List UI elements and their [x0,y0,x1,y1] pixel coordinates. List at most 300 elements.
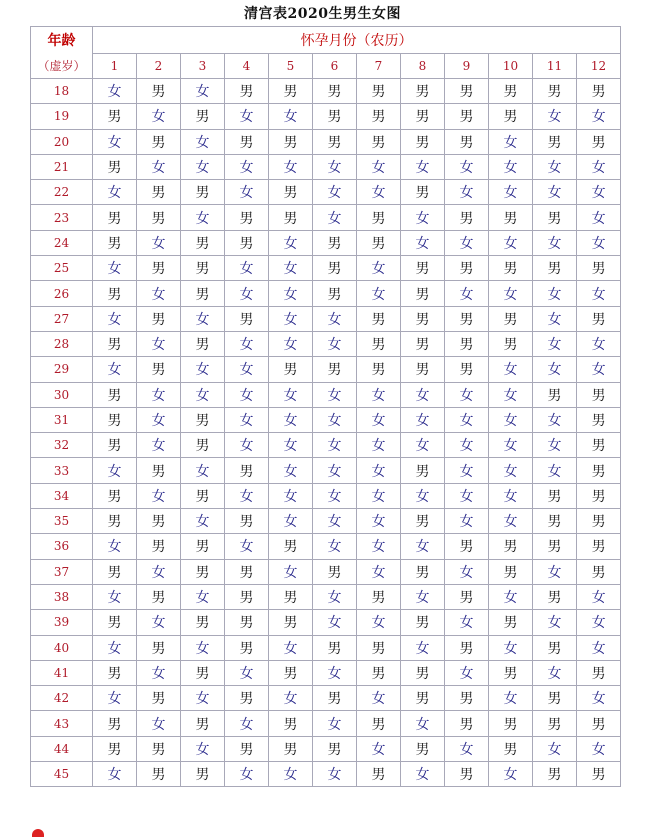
gender-cell: 男 [181,534,225,559]
gender-cell: 男 [577,407,621,432]
table-row [31,154,621,179]
gender-cell: 女 [401,711,445,736]
header-row-top [31,27,621,54]
month-header-12: 12 [577,54,621,79]
gender-cell: 女 [313,660,357,685]
gender-cell: 女 [313,458,357,483]
gender-cell: 女 [401,635,445,660]
gender-cell: 女 [269,230,313,255]
gender-cell: 男 [533,711,577,736]
gender-cell: 女 [313,154,357,179]
gender-cell: 男 [401,79,445,104]
gender-cell: 男 [533,509,577,534]
gender-cell: 女 [313,762,357,787]
gender-cell: 女 [93,635,137,660]
gender-cell: 男 [489,306,533,331]
gender-cell: 女 [489,281,533,306]
month-header-5: 5 [269,54,313,79]
gender-cell: 男 [181,762,225,787]
table-row [31,736,621,761]
gender-cell: 女 [269,306,313,331]
gender-cell: 男 [401,559,445,584]
gender-cell: 女 [489,382,533,407]
gender-cell: 女 [489,433,533,458]
gender-cell: 女 [489,407,533,432]
gender-cell: 男 [577,711,621,736]
gender-cell: 女 [181,635,225,660]
gender-cell: 女 [93,357,137,382]
table-row [31,458,621,483]
gender-cell: 女 [577,635,621,660]
gender-cell: 男 [489,610,533,635]
age-header-sublabel: （虚岁） [31,54,93,79]
gender-cell: 男 [313,686,357,711]
month-span-header: 怀孕月份（农历） [93,27,621,54]
gender-cell: 男 [269,584,313,609]
gender-cell: 男 [225,584,269,609]
gender-cell: 女 [269,483,313,508]
gender-cell: 男 [489,79,533,104]
table-row [31,382,621,407]
table-row [31,610,621,635]
gender-cell: 男 [93,104,137,129]
gender-cell: 男 [225,205,269,230]
gender-cell: 男 [577,382,621,407]
gender-cell: 男 [313,230,357,255]
table-row [31,483,621,508]
gender-cell: 女 [533,180,577,205]
table-row [31,660,621,685]
gender-cell: 女 [401,230,445,255]
gender-cell: 男 [225,79,269,104]
gender-cell: 女 [313,407,357,432]
gender-cell: 女 [401,762,445,787]
gender-cell: 男 [137,79,181,104]
gender-cell: 女 [533,559,577,584]
gender-cell: 女 [533,154,577,179]
gender-cell: 女 [181,357,225,382]
gender-cell: 女 [93,306,137,331]
gender-cell: 女 [181,686,225,711]
gender-cell: 女 [533,281,577,306]
gender-cell: 男 [269,357,313,382]
gender-cell: 男 [137,534,181,559]
gender-cell: 女 [269,559,313,584]
gender-cell: 男 [489,736,533,761]
gender-cell: 男 [357,584,401,609]
gender-cell: 女 [137,660,181,685]
gender-cell: 女 [137,382,181,407]
gender-cell: 男 [225,635,269,660]
gender-cell: 女 [357,180,401,205]
gender-cell: 男 [401,357,445,382]
gender-cell: 男 [489,660,533,685]
gender-cell: 女 [357,534,401,559]
gender-cell: 男 [401,736,445,761]
age-cell: 28 [31,331,93,356]
gender-cell: 男 [445,357,489,382]
gender-cell: 男 [181,331,225,356]
gender-cell: 女 [181,509,225,534]
gender-cell: 女 [357,736,401,761]
gender-cell: 男 [445,686,489,711]
gender-cell: 男 [445,79,489,104]
gender-cell: 女 [137,230,181,255]
gender-cell: 男 [489,711,533,736]
gender-cell: 男 [401,104,445,129]
gender-cell: 男 [401,281,445,306]
gender-cell: 男 [533,534,577,559]
gender-cell: 男 [357,357,401,382]
gender-cell: 男 [225,306,269,331]
gender-cell: 女 [313,584,357,609]
gender-cell: 女 [489,635,533,660]
gender-cell: 女 [269,762,313,787]
gender-cell: 男 [313,129,357,154]
gender-cell: 男 [445,256,489,281]
month-header-2: 2 [137,54,181,79]
gender-cell: 男 [357,129,401,154]
gender-cell: 男 [313,256,357,281]
gender-cell: 男 [357,79,401,104]
gender-cell: 女 [181,736,225,761]
gender-cell: 男 [445,635,489,660]
age-cell: 45 [31,762,93,787]
gender-cell: 女 [357,407,401,432]
age-cell: 42 [31,686,93,711]
gender-cell: 男 [445,711,489,736]
gender-cell: 女 [533,736,577,761]
gender-cell: 男 [577,483,621,508]
gender-cell: 女 [137,610,181,635]
month-header-10: 10 [489,54,533,79]
gender-cell: 女 [269,382,313,407]
gender-cell: 女 [225,331,269,356]
gender-cell: 男 [445,584,489,609]
gender-cell: 男 [181,407,225,432]
month-header-1: 1 [93,54,137,79]
gender-cell: 女 [533,660,577,685]
gender-cell: 女 [489,584,533,609]
gender-cell: 女 [137,331,181,356]
table-row [31,407,621,432]
gender-cell: 男 [137,762,181,787]
gender-cell: 男 [137,635,181,660]
gender-cell: 女 [577,686,621,711]
gender-cell: 女 [137,433,181,458]
gender-cell: 女 [401,407,445,432]
gender-cell: 男 [137,129,181,154]
gender-cell: 男 [401,686,445,711]
gender-cell: 女 [577,584,621,609]
gender-cell: 女 [489,357,533,382]
gender-cell: 男 [577,660,621,685]
gender-cell: 男 [313,635,357,660]
table-row [31,281,621,306]
gender-cell: 女 [357,483,401,508]
gender-cell: 女 [225,180,269,205]
gender-cell: 男 [533,635,577,660]
gender-cell: 男 [225,129,269,154]
gender-cell: 男 [489,534,533,559]
month-header-4: 4 [225,54,269,79]
gender-cell: 女 [533,433,577,458]
gender-cell: 男 [577,433,621,458]
gender-cell: 女 [445,559,489,584]
gender-cell: 男 [93,281,137,306]
gender-cell: 女 [93,256,137,281]
gender-cell: 男 [181,610,225,635]
gender-cell: 女 [225,104,269,129]
gender-cell: 女 [269,154,313,179]
gender-cell: 女 [357,256,401,281]
gender-cell: 女 [489,762,533,787]
gender-cell: 男 [181,559,225,584]
gender-cell: 男 [313,104,357,129]
gender-cell: 男 [401,180,445,205]
gender-cell: 女 [445,433,489,458]
gender-cell: 女 [269,104,313,129]
gender-cell: 女 [445,230,489,255]
gender-cell: 男 [533,584,577,609]
gender-cell: 女 [269,635,313,660]
gender-cell: 男 [577,79,621,104]
gender-cell: 女 [489,509,533,534]
gender-cell: 女 [93,762,137,787]
gender-cell: 女 [225,483,269,508]
gender-cell: 女 [357,610,401,635]
age-cell: 33 [31,458,93,483]
gender-cell: 女 [225,281,269,306]
gender-cell: 女 [137,407,181,432]
age-cell: 30 [31,382,93,407]
header-row-months [31,54,621,79]
gender-cell: 女 [577,230,621,255]
gender-cell: 男 [137,458,181,483]
gender-cell: 女 [93,584,137,609]
gender-cell: 女 [401,382,445,407]
gender-cell: 女 [225,154,269,179]
gender-cell: 男 [137,205,181,230]
gender-cell: 男 [577,534,621,559]
gender-cell: 男 [577,256,621,281]
gender-cell: 男 [357,331,401,356]
gender-cell: 女 [93,79,137,104]
gender-cell: 男 [93,483,137,508]
gender-cell: 男 [401,660,445,685]
gender-cell: 女 [357,686,401,711]
gender-cell: 男 [269,79,313,104]
gender-cell: 男 [533,686,577,711]
gender-cell: 女 [489,154,533,179]
gender-cell: 女 [313,331,357,356]
gender-cell: 男 [313,559,357,584]
gender-cell: 男 [269,205,313,230]
gender-cell: 女 [577,205,621,230]
gender-cell: 男 [137,306,181,331]
gender-cell: 女 [357,154,401,179]
gender-cell: 女 [577,610,621,635]
gender-cell: 男 [181,660,225,685]
gender-cell: 男 [577,129,621,154]
gender-cell: 男 [137,584,181,609]
month-header-9: 9 [445,54,489,79]
gender-cell: 男 [445,205,489,230]
gender-cell: 男 [401,509,445,534]
gender-cell: 男 [401,306,445,331]
gender-cell: 男 [269,180,313,205]
gender-cell: 女 [137,281,181,306]
gender-cell: 男 [181,711,225,736]
gender-cell: 女 [181,306,225,331]
gender-cell: 女 [137,711,181,736]
gender-cell: 女 [137,104,181,129]
gender-cell: 男 [137,509,181,534]
gender-cell: 男 [533,762,577,787]
gender-cell: 女 [445,660,489,685]
gender-cell: 男 [533,256,577,281]
gender-cell: 男 [533,205,577,230]
gender-cell: 女 [489,483,533,508]
gender-cell: 男 [93,407,137,432]
gender-cell: 男 [577,458,621,483]
age-cell: 26 [31,281,93,306]
gender-cell: 女 [93,180,137,205]
age-cell: 29 [31,357,93,382]
gender-cell: 男 [533,129,577,154]
gender-cell: 男 [445,306,489,331]
gender-cell: 女 [577,281,621,306]
red-mark-icon [32,829,44,837]
gender-cell: 男 [93,509,137,534]
gender-cell: 女 [93,129,137,154]
month-header-3: 3 [181,54,225,79]
age-cell: 38 [31,584,93,609]
age-cell: 18 [31,79,93,104]
gender-cell: 女 [269,407,313,432]
gender-cell: 女 [313,534,357,559]
gender-cell: 女 [445,180,489,205]
gender-cell: 男 [181,256,225,281]
gender-cell: 男 [577,509,621,534]
gender-cell: 男 [93,433,137,458]
gender-cell: 男 [93,382,137,407]
gender-cell: 男 [93,205,137,230]
table-row [31,509,621,534]
gender-cell: 男 [269,711,313,736]
gender-cell: 男 [489,559,533,584]
gender-cell: 女 [225,433,269,458]
gender-cell: 女 [489,230,533,255]
gender-cell: 女 [93,534,137,559]
age-cell: 32 [31,433,93,458]
gender-cell: 女 [577,357,621,382]
gender-cell: 女 [225,256,269,281]
age-header-label: 年龄 [31,27,93,54]
gender-cell: 女 [313,711,357,736]
gender-cell: 女 [313,433,357,458]
gender-cell: 男 [357,635,401,660]
gender-cell: 女 [401,154,445,179]
gender-cell: 女 [445,281,489,306]
gender-cell: 男 [401,129,445,154]
age-cell: 27 [31,306,93,331]
gender-cell: 男 [225,458,269,483]
gender-cell: 男 [313,736,357,761]
gender-cell: 男 [225,736,269,761]
gender-cell: 男 [489,331,533,356]
gender-cell: 男 [269,736,313,761]
gender-cell: 男 [137,736,181,761]
age-cell: 23 [31,205,93,230]
gender-cell: 女 [577,180,621,205]
gender-cell: 女 [401,534,445,559]
gender-cell: 女 [357,382,401,407]
gender-cell: 女 [401,483,445,508]
table-row [31,711,621,736]
gender-cell: 女 [313,483,357,508]
table-body [31,27,621,787]
gender-cell: 男 [93,154,137,179]
age-cell: 35 [31,509,93,534]
gender-cell: 女 [269,433,313,458]
gender-cell: 女 [269,256,313,281]
gender-cell: 男 [533,483,577,508]
gender-cell: 女 [445,458,489,483]
gender-cell: 女 [357,458,401,483]
gender-cell: 女 [401,584,445,609]
gender-cell: 女 [269,331,313,356]
gender-cell: 男 [93,559,137,584]
gender-cell: 男 [533,79,577,104]
gender-cell: 女 [313,610,357,635]
gender-cell: 女 [577,331,621,356]
gender-cell: 女 [225,660,269,685]
gender-cell: 女 [533,230,577,255]
gender-cell: 男 [533,382,577,407]
gender-cell: 女 [489,129,533,154]
table-row [31,331,621,356]
month-header-7: 7 [357,54,401,79]
gender-cell: 女 [313,382,357,407]
gender-cell: 女 [225,407,269,432]
gender-cell: 女 [225,357,269,382]
gender-cell: 男 [401,256,445,281]
gender-prediction-table [30,26,621,787]
gender-cell: 男 [181,483,225,508]
gender-cell: 女 [137,559,181,584]
gender-cell: 女 [489,686,533,711]
gender-cell: 女 [181,154,225,179]
age-cell: 25 [31,256,93,281]
gender-cell: 男 [93,331,137,356]
gender-cell: 女 [489,458,533,483]
gender-cell: 女 [181,458,225,483]
gender-cell: 男 [489,205,533,230]
gender-cell: 女 [445,483,489,508]
gender-cell: 女 [577,154,621,179]
gender-cell: 女 [269,509,313,534]
gender-cell: 男 [137,686,181,711]
table-row [31,357,621,382]
age-cell: 31 [31,407,93,432]
gender-cell: 男 [269,129,313,154]
gender-cell: 男 [181,230,225,255]
gender-cell: 男 [401,458,445,483]
table-row [31,559,621,584]
age-cell: 19 [31,104,93,129]
gender-cell: 男 [445,534,489,559]
